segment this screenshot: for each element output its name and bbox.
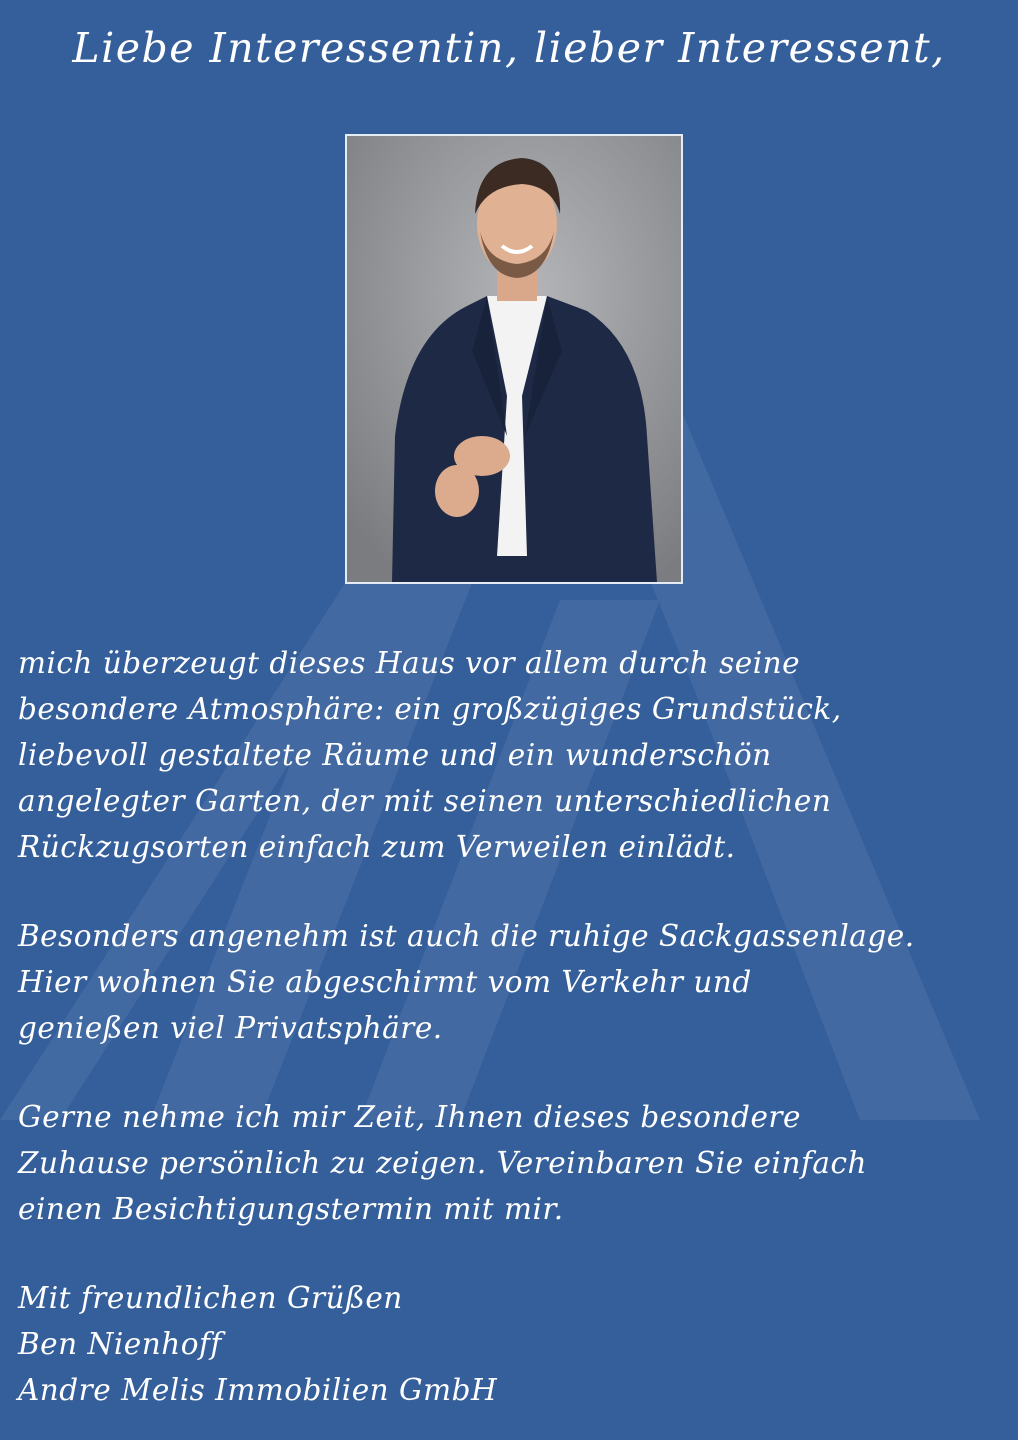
agent-portrait-photo — [345, 134, 683, 584]
body-line: angelegter Garten, der mit seinen unterschiedlichen — [18, 784, 832, 818]
body-line: besondere Atmosphäre: ein großzügiges Grundstück, — [18, 692, 842, 726]
company-name: Andre Melis Immobilien GmbH — [18, 1373, 498, 1407]
body-line: Rückzugsorten einfach zum Verweilen einlädt. — [18, 830, 736, 864]
body-line: Hier wohnen Sie abgeschirmt vom Verkehr und — [18, 965, 752, 999]
portrait-photo-icon — [347, 136, 681, 582]
body-line: liebevoll gestaltete Räume und ein wunderschön — [18, 738, 772, 772]
paragraph-2 — [18, 913, 1008, 1051]
closing-line: Mit freundlichen Grüßen — [18, 1281, 403, 1315]
signature-name: Ben Nienhoff — [18, 1327, 222, 1361]
body-line: einen Besichtigungstermin mit mir. — [18, 1192, 564, 1226]
body-line: Gerne nehme ich mir Zeit, Ihnen dieses besondere — [18, 1100, 801, 1134]
greeting-heading: Liebe Interessentin, lieber Interessent, — [72, 24, 946, 72]
paragraph-1 — [18, 640, 1008, 870]
body-line: genießen viel Privatsphäre. — [18, 1011, 443, 1045]
letter-body — [18, 640, 1008, 1413]
body-line: mich überzeugt dieses Haus vor allem durch seine — [18, 646, 801, 680]
body-line: Zuhause persönlich zu zeigen. Vereinbaren Sie einfach — [18, 1146, 867, 1180]
signature-block — [18, 1275, 1008, 1413]
paragraph-3 — [18, 1094, 1008, 1232]
body-line: Besonders angenehm ist auch die ruhige Sackgassenlage. — [18, 919, 915, 953]
